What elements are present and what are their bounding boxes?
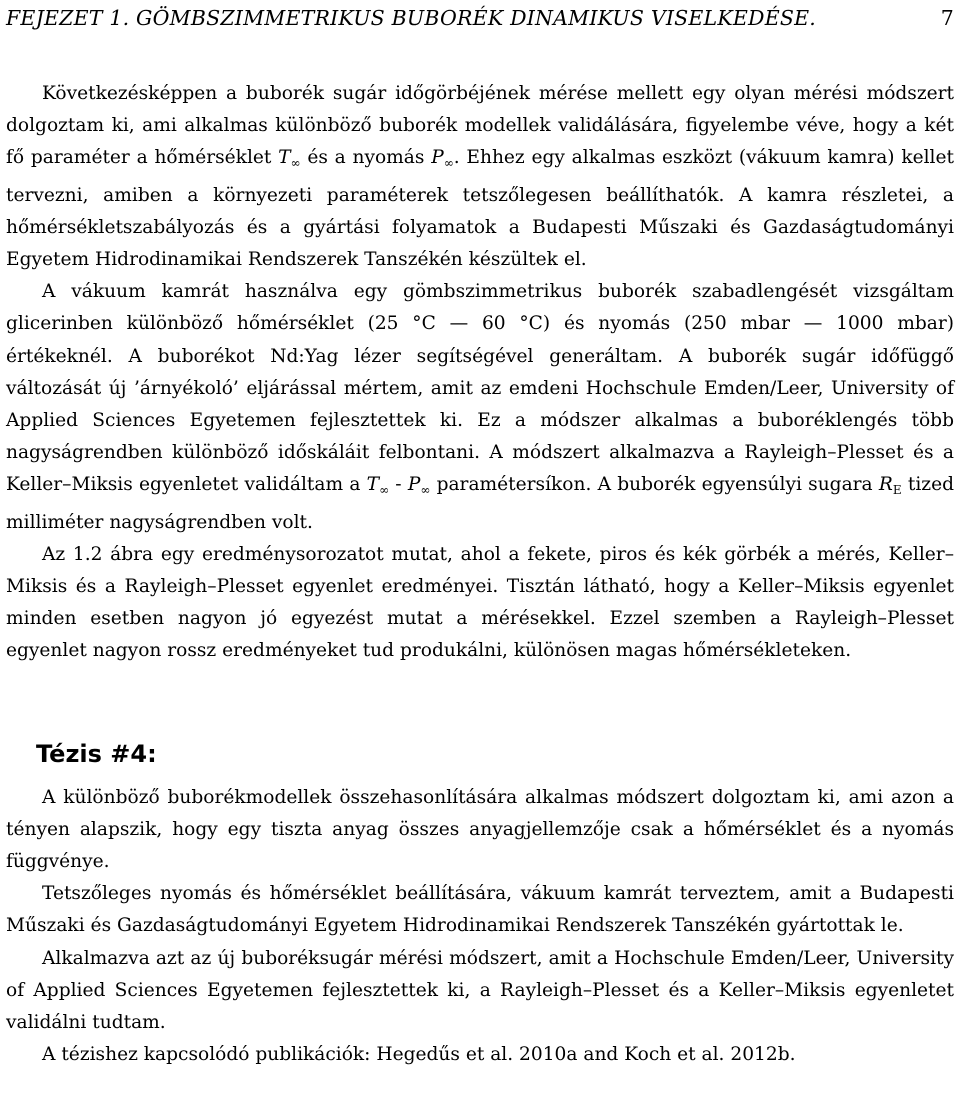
paragraph-2-text-a: A vákuum kamrát használva egy gömbszimmetrikus buborék szabadlengését vizsgáltam glicerinben különböző hőmérséklet (25 °C — 60 °C) és nyomás (250 mbar — 1000 mbar) értékeknél. A buborékot Nd:Yag lézer segítségével generáltam. A buborék sugár időfüggő változását új ’árnyékoló’ eljárással mértem, amit az emdeni Hochschule Emden/Leer, University of Applied Sciences Egyetemen fejlesztettek ki. Ez a módszer alkalmas a buboréklengés több nagyságrendben különböző időskáláit felbontani. A módszert alkalmazva a Rayleigh–Plesset és a Keller–Miksis egyenletet validáltam a bbox=[6, 281, 954, 496]
running-head bbox=[6, 6, 954, 42]
paragraph-2-dash: - bbox=[389, 474, 408, 496]
paragraph-2-text-b: paramétersíkon. A buborék egyensúlyi sugara bbox=[430, 474, 879, 496]
chapter-heading: FEJEZET 1. GÖMBSZIMMETRIKUS BUBORÉK DINAMIKUS VISELKEDÉSE. bbox=[6, 6, 816, 30]
thesis-paragraph-4: A tézishez kapcsolódó publikációk: Hegedűs et al. 2010a and Koch et al. 2012b. bbox=[42, 1044, 796, 1066]
thesis-paragraph-3: Alkalmazva azt az új buboréksugár mérési módszert, amit a Hochschule Emden/Leer, University of Applied Sciences Egyetemen fejlesztettek ki, a Rayleigh–Plesset és a Keller–Miksis egyenletet validálni tudtam. bbox=[6, 947, 954, 1034]
math-r: R bbox=[878, 474, 893, 496]
math-infinity-sub: ∞ bbox=[290, 156, 301, 171]
thesis-text bbox=[6, 782, 954, 1072]
page-number: 7 bbox=[940, 6, 954, 30]
paragraph-3: Az 1.2 ábra egy eredménysorozatot mutat, ahol a fekete, piros és kék görbék a mérés, Keller–Miksis és a Rayleigh–Plesset egyenlet eredményei. Tisztán látható, hogy a Keller–Miksis egyenlet minden esetben nagyon jó egyezést mutat a mérésekkel. Ezzel szemben a Rayleigh–Plesset egyenlet nagyon rossz eredményeket tud produkálni, különösen magas hőmérsékleteken. bbox=[6, 543, 954, 662]
math-p-infinity bbox=[431, 147, 454, 171]
math-t-infinity bbox=[366, 474, 390, 498]
thesis-paragraph-1: A különböző buborékmodellek összehasonlítására alkalmas módszert dolgoztam ki, ami azon a tényen alapszik, hogy egy tiszta anyag összes anyagjellemzője csak a hőmérséklet és a nyomás függvénye. bbox=[6, 786, 954, 873]
body-text bbox=[6, 78, 954, 668]
math-p: P bbox=[431, 147, 444, 169]
math-e-sub: E bbox=[892, 483, 902, 498]
paragraph-2-text-c: tized milliméter nagyságrendben volt. bbox=[6, 474, 954, 533]
math-infinity-sub: ∞ bbox=[420, 483, 431, 498]
paragraph-1 bbox=[6, 78, 954, 276]
math-t: T bbox=[278, 147, 291, 169]
thesis-title: Tézis #4: bbox=[36, 739, 157, 768]
math-infinity-sub: ∞ bbox=[443, 156, 454, 171]
paragraph-1-text-b: és a nyomás bbox=[300, 147, 432, 169]
math-p-infinity bbox=[407, 474, 431, 498]
math-t-infinity bbox=[278, 147, 301, 171]
paragraph-1-text-c: . Ehhez egy alkalmas eszközt (vákuum kamra) kellet tervezni, amiben a környezeti paraméterek tetszőlegesen beállíthatók. A kamra részletei, a hőmérsékletszabályozás és a gyártási folyamatok a Budapesti Műszaki és Gazdaságtudományi Egyetem Hidrodinamikai Rendszerek Tanszékén készültek el. bbox=[6, 147, 954, 271]
math-t: T bbox=[366, 474, 380, 496]
math-infinity-sub: ∞ bbox=[379, 483, 390, 498]
math-p: P bbox=[407, 474, 421, 496]
paragraph-1-text-a: Következésképpen a buborék sugár időgörbéjének mérése mellett egy olyan mérési módszert dolgoztam ki, ami alkalmas különböző buborék modellek validálására, figyelembe véve, hogy a két fő paraméter a hőmérséklet bbox=[6, 83, 954, 169]
math-r-e bbox=[878, 474, 902, 498]
paragraph-2 bbox=[6, 276, 954, 539]
thesis-paragraph-2: Tetszőleges nyomás és hőmérséklet beállítására, vákuum kamrát terveztem, amit a Budapesti Műszaki és Gazdaságtudományi Egyetem Hidrodinamikai Rendszerek Tanszékén gyártottak le. bbox=[6, 883, 954, 937]
